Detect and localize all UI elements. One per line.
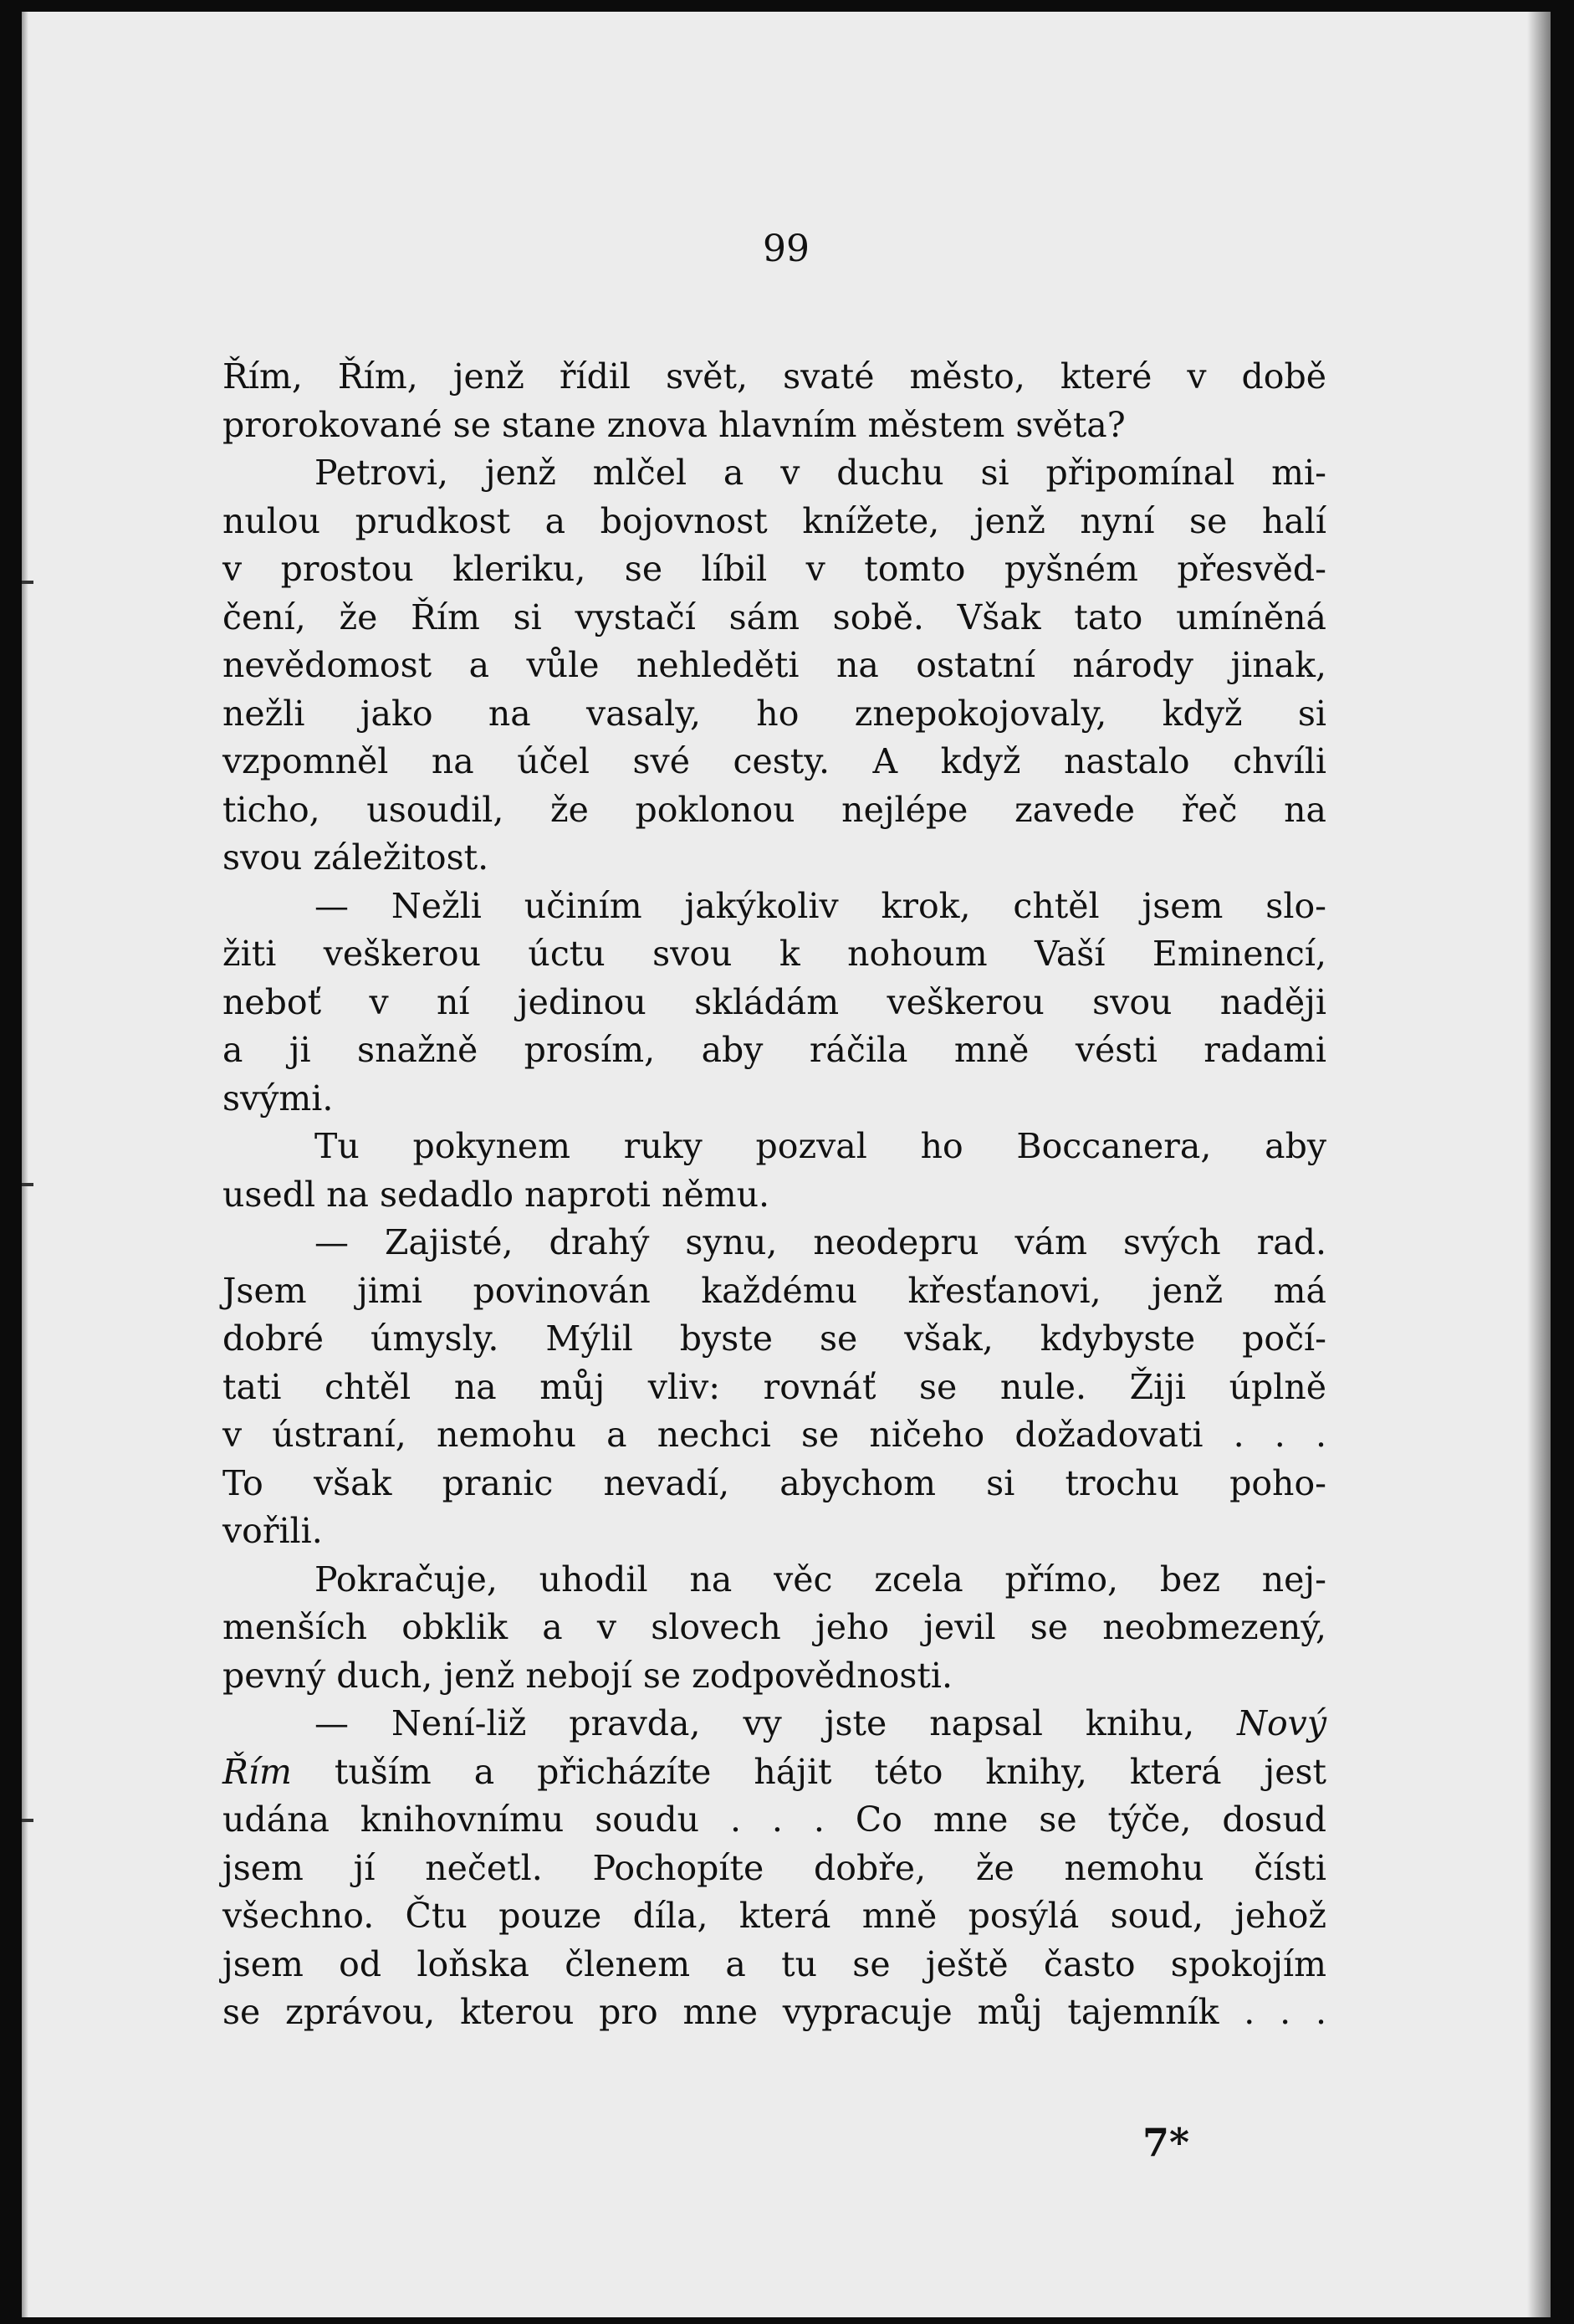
text-line: se zprávou, kterou pro mne vypracuje můj tajemník . . .: [222, 1992, 1326, 2032]
text-line: v prostou kleriku, se líbil v tomto pyšném přesvěd-: [222, 549, 1326, 589]
text-segment: — Není-liž pravda, vy jste napsal knihu,: [314, 1703, 1238, 1743]
text-line: nežli jako na vasaly, ho znepokojovaly, když si: [222, 693, 1326, 734]
text-line: neboť v ní jedinou skládám veškerou svou naději: [222, 981, 1326, 1022]
text-line: ticho, usoudil, že poklonou nejlépe zavede řeč na: [222, 789, 1326, 830]
book-title: Řím: [222, 1751, 292, 1792]
text-line: usedl na sedadlo naproti němu.: [222, 1174, 770, 1215]
text-line: čení, že Řím si vystačí sám sobě. Však tato umíněná: [222, 596, 1326, 637]
text-segment: tuším a přicházíte hájit této knihy, která jest: [291, 1751, 1326, 1792]
edge-mark: [22, 581, 33, 584]
text-line: Petrovi, jenž mlčel a v duchu si připomínal mi-: [314, 453, 1326, 493]
text-line: žiti veškerou úctu svou k nohoum Vaší Eminencí,: [222, 934, 1326, 974]
text-line: Pokračuje, uhodil na věc zcela přímo, bez nej-: [314, 1559, 1326, 1600]
text-line: udána knihovnímu soudu . . . Co mne se týče, dosud: [222, 1799, 1326, 1840]
text-line: nulou prudkost a bojovnost knížete, jenž nyní se halí: [222, 500, 1326, 541]
text-line: svými.: [222, 1078, 334, 1118]
book-title: Nový: [1237, 1703, 1326, 1743]
body-text: [222, 353, 1326, 2037]
text-line: dobré úmysly. Mýlil byste se však, kdybyste počí-: [222, 1318, 1326, 1359]
page-number: 99: [763, 228, 810, 270]
text-line: vzpomněl na účel své cesty. A když nastalo chvíli: [222, 741, 1326, 781]
text-line: To však pranic nevadí, abychom si trochu poho-: [222, 1462, 1326, 1503]
text-line: tati chtěl na můj vliv: rovnáť se nule. Žiji úplně: [222, 1366, 1326, 1407]
text-line: v ústraní, nemohu a nechci se ničeho dožadovati . . .: [222, 1415, 1326, 1455]
text-line: Řím, Řím, jenž řídil svět, svaté město, které v době: [222, 356, 1326, 397]
signature-mark: 7*: [1142, 2120, 1190, 2165]
edge-mark: [22, 1183, 33, 1186]
text-line: nevědomost a vůle nehleděti na ostatní národy jinak,: [222, 645, 1326, 685]
text-line: menších obklik a v slovech jeho jevil se neobmezený,: [222, 1607, 1326, 1647]
text-line: jsem od loňska členem a tu se ještě často spokojím: [222, 1943, 1326, 1984]
text-line: jsem jí nečetl. Pochopíte dobře, že nemohu čísti: [222, 1847, 1326, 1888]
text-line: prorokované se stane znova hlavním městem světa?: [222, 404, 1126, 445]
text-line: a ji snažně prosím, aby ráčila mně vésti radami: [222, 1030, 1326, 1070]
book-page: [22, 12, 1551, 2317]
text-line: — Zajisté, drahý synu, neodepru vám svých rad.: [314, 1222, 1326, 1262]
text-line: [222, 1748, 1326, 1797]
edge-mark: [22, 1819, 33, 1822]
text-line: Jsem jimi povinován každému křesťanovi, jenž má: [222, 1270, 1326, 1311]
text-line: pevný duch, jenž nebojí se zodpovědnosti.: [222, 1655, 953, 1696]
text-line: [222, 1700, 1326, 1748]
text-line: svou záležitost.: [222, 837, 489, 878]
text-line: všechno. Čtu pouze díla, která mně posýlá soud, jehož: [222, 1896, 1326, 1936]
text-line: — Nežli učiním jakýkoliv krok, chtěl jsem slo-: [314, 885, 1326, 926]
text-line: vořili.: [222, 1511, 323, 1551]
text-line: Tu pokynem ruky pozval ho Boccanera, aby: [314, 1126, 1326, 1166]
